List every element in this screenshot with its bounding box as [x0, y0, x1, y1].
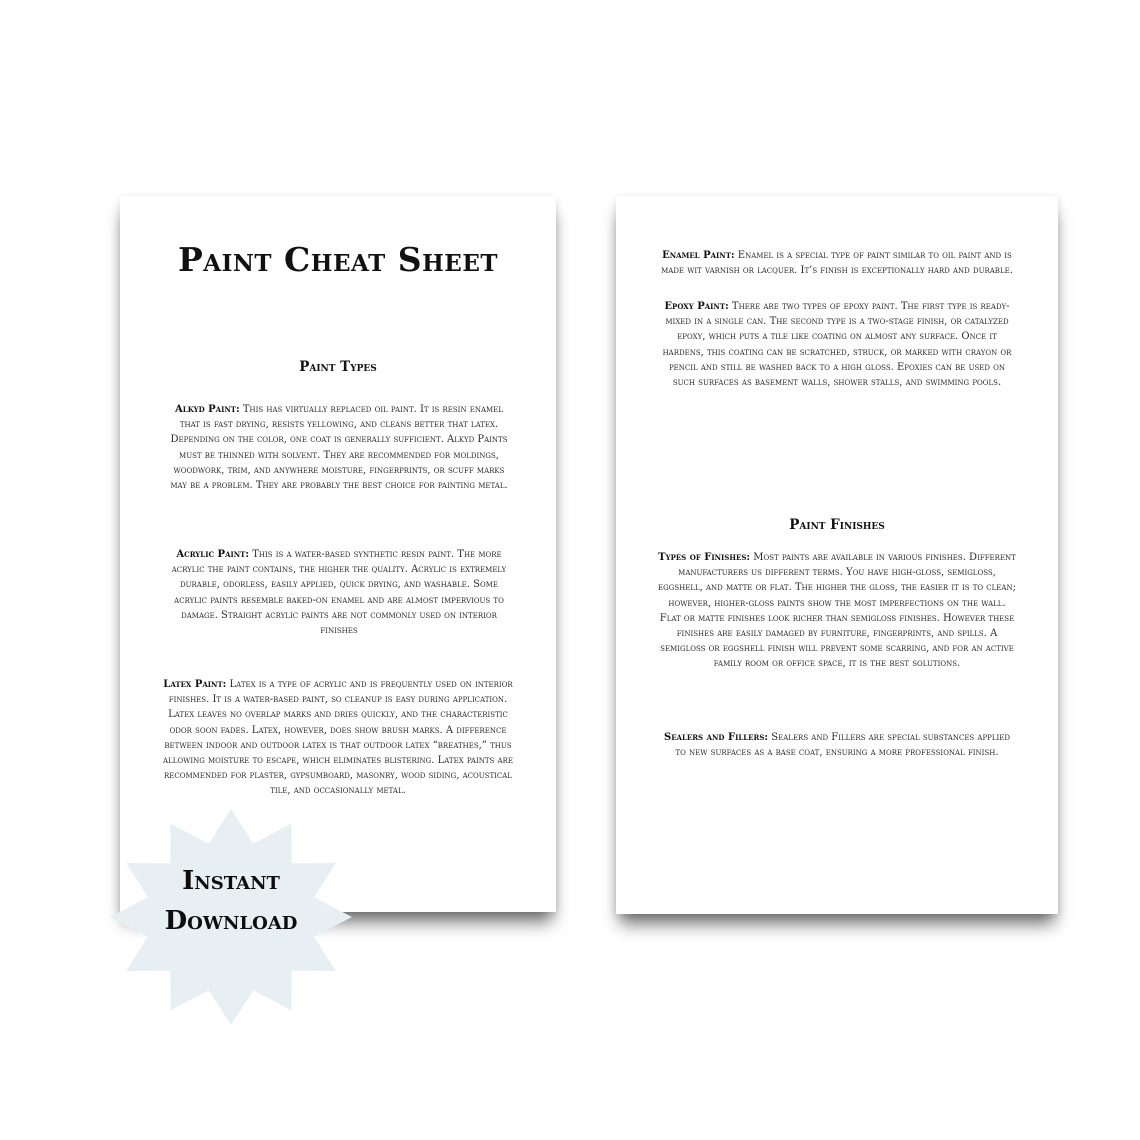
entry-alkyd-paint — [164, 402, 514, 493]
entry-sealers-and-fillers — [658, 730, 1016, 760]
right-document-page — [616, 196, 1058, 914]
entry-term: Alkyd Paint: — [175, 404, 240, 415]
section-title-paint-finishes: Paint Finishes — [789, 517, 885, 533]
entry-term: Enamel Paint: — [662, 250, 735, 261]
section-title-paint-types: Paint Types — [299, 359, 377, 375]
entry-latex-paint — [160, 677, 516, 799]
entry-text: There are two types of epoxy paint. The first type is ready-mixed in a single can. The second type is a two-stage finish, or catalyzed epoxy, which puts a tile like coating on almost any surface. Once it hardens, this coating can be scratched, struck, or marked with crayon or pencil and still be washed back to a high gloss. Epoxies can be used on such surfaces as basement walls, shower stalls, and swimming pools. — [662, 301, 1012, 389]
entry-term: Latex Paint: — [163, 679, 227, 690]
entry-epoxy-paint — [658, 299, 1016, 390]
entry-text: Latex is a type of acrylic and is frequently used on interior finishes. It is a water-based paint, so cleanup is easy during application. Latex leaves no overlap marks and dries quickly, and the characteristic odor soon fades. Latex, however, does show brush marks. A difference between indoor and outdoor latex is that outdoor latex “breathes,” thus allowing moisture to escape, which eliminates blistering. Latex paints are recommended for plaster, gypsumboard, masonry, wood siding, acoustical tile, and occasionally metal. — [163, 679, 513, 797]
page-title: Paint Cheat Sheet — [177, 240, 498, 279]
entry-text: This has virtually replaced oil paint. It is resin enamel that is fast drying, resists yellowing, and cleans better that latex. Depending on the color, one coat is generally sufficient. Alkyd Paints must be thinned with solvent. They are recommended for moldings, woodwork, trim, and anywhere moisture, fingerprints, or scuff marks may be a problem. They are probably the best choice for painting metal. — [170, 404, 508, 492]
entry-acrylic-paint — [164, 547, 514, 638]
entry-text: This is a water-based synthetic resin paint. The more acrylic the paint contains, the higher the quality. Acrylic is extremely durable, odorless, easily applied, quick drying, and washable. Some acrylic paints resemble baked-on enamel and are almost impervious to damage. Straight acrylic paints are not commonly used on interior finishes — [171, 549, 507, 637]
entry-text: Most paints are available in various finishes. Different manufacturers us different terms. You have high-gloss, semigloss, eggshell, and matte or flat. The higher the gloss, the easier it is to clean; however, higher-gloss paints show the most imperfections on the wall. Flat or matte finishes look richer than semigloss finishes. However these finishes are easily damaged by furniture, fingerprints, and spills. A semigloss or eggshell finish will prevent some scarring, and for an active family room or office space, it is the best solutions. — [658, 552, 1016, 670]
entry-text: Enamel is a special type of paint similar to oil paint and is made wit varnish or lacquer. It’s finish is exceptionally hard and durable. — [661, 250, 1013, 277]
entry-term: Sealers and Fillers: — [663, 732, 769, 743]
entry-enamel-paint — [658, 248, 1016, 278]
entry-types-of-finishes — [658, 550, 1016, 672]
entry-term: Acrylic Paint: — [176, 549, 250, 560]
entry-term: Epoxy Paint: — [664, 301, 729, 312]
left-document-page — [120, 196, 556, 912]
entry-text: Sealers and Fillers are special substances applied to new surfaces as a base coat, ensuring a more professional finish. — [675, 732, 1011, 759]
entry-term: Types of Finishes: — [658, 552, 751, 563]
badge-line-1: Instant — [182, 866, 280, 896]
badge-line-2: Download — [164, 906, 298, 936]
